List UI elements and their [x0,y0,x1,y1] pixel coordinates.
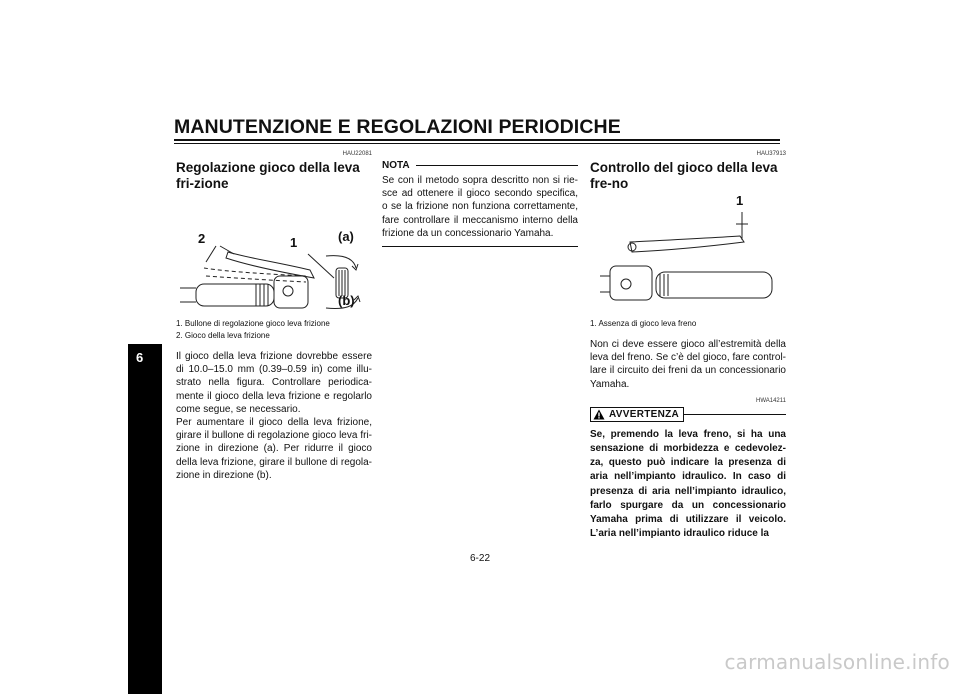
page-title: MANUTENZIONE E REGOLAZIONI PERIODICHE [174,116,621,138]
warning-label: AVVERTENZA [609,408,680,420]
label-1: 1 [290,235,298,250]
chapter-number: 6 [136,350,144,365]
figure-captions [590,318,786,330]
title-rule-thin [174,143,780,144]
section-code: HAU37913 [756,151,786,157]
nota-section [382,150,578,247]
section-heading: Regolazione gioco della leva fri-zione [176,160,360,191]
label-2: 2 [198,231,206,246]
paragraph: Non ci deve essere gioco all’estremità della leva del freno. Se c’è del gioco, fare control-lare il circuito dei freni da un concessionario Yamaha. [590,339,786,390]
section-code: HAU22081 [342,151,372,157]
brake-lever-illustration [590,193,786,316]
clutch-lever-figure [176,196,372,316]
section-heading: Controllo del gioco della leva fre-no [590,160,778,191]
watermark: carmanualsonline.info [724,650,950,674]
nota-end-rule [382,246,578,247]
paragraph: Il gioco della leva frizione dovrebbe essere di 10.0–15.0 mm (0.39–0.59 in) come illu-strato nella figura. Controllare periodica-mente il gioco della leva frizione e regolarlo come segue, se necessario. [176,351,372,415]
paragraph: Per aumentare il gioco della leva frizione, girare il bullone di regolazione gioco leva fri-zione in direzione (a). Per ridurre il gioco della leva frizione, girare il bullone di regola-zione in direzione (b). [176,417,372,481]
brake-section [590,150,786,541]
caption-item: 1. Assenza di gioco leva freno [590,319,697,328]
nota-label: NOTA [382,160,410,171]
brake-lever-figure [590,193,786,316]
figure-captions [176,318,372,342]
label-1: 1 [736,193,744,208]
label-b: (b) [338,293,355,308]
caption-item: 2. Gioco della leva frizione [176,331,270,340]
body-text [176,350,372,482]
nota-text: Se con il metodo sopra descritto non si rie-sce ad ottenere il gioco secondo specifica, o se la frizione non funziona correttamente, fare controllare il meccanismo interno della frizione da un concessionario Yamaha. [382,175,578,239]
warning-triangle-icon [593,409,605,420]
clutch-section [176,150,372,482]
warning-badge [590,407,684,422]
title-rule [174,139,780,141]
warning-code: HWA14211 [755,397,786,404]
warning-header [590,407,786,422]
chapter-tab [128,344,162,694]
caption-item: 1. Bullone di regolazione gioco leva frizione [176,319,330,328]
nota-rule [416,165,578,166]
warning-text: Se, premendo la leva freno, si ha una sensazione di morbidezza e cedevolez-za, questo può indicare la presenza di aria nell’impianto idraulico. In caso di presenza di aria nell’impianto idraulico, farlo spurgare da un concessionario Yamaha prima di utilizzare il veicolo. L’aria nell’impianto idraulico riduce la [590,428,786,540]
warning-rule [684,414,786,415]
page-number: 6-22 [470,553,491,564]
label-a: (a) [338,229,354,244]
nota-header [382,160,578,171]
